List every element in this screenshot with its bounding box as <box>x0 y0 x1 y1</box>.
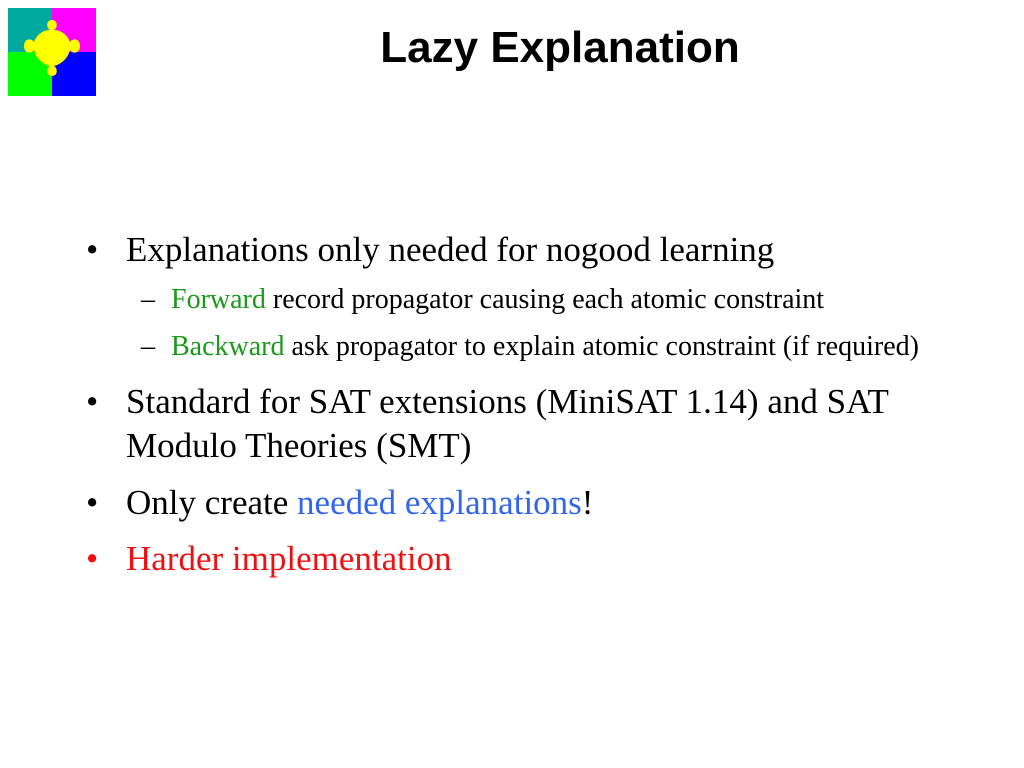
dash-marker: – <box>141 284 155 315</box>
bullet-text-end: ! <box>581 483 594 522</box>
bullet-item <box>0 228 946 272</box>
term-backward: Backward <box>171 331 285 362</box>
bullet-marker: • <box>86 382 99 421</box>
sub-bullet-text: record propagator causing each atomic constraint <box>265 284 825 315</box>
sub-bullet-text: ask propagator to explain atomic constraint (if required) <box>284 331 919 362</box>
slide-title: Lazy Explanation <box>380 23 740 72</box>
bullet-item <box>0 481 946 525</box>
bullet-text: Harder implementation <box>126 539 452 578</box>
puzzle-logo-icon <box>8 8 96 96</box>
term-forward: Forward <box>171 284 266 315</box>
bullet-item-warning <box>0 537 946 581</box>
bullet-item <box>0 380 946 468</box>
bullet-text: Explanations only needed for nogood learning <box>126 230 775 269</box>
slide-content <box>0 228 1024 581</box>
bullet-marker: • <box>86 230 99 269</box>
sub-bullet-item <box>0 278 931 321</box>
bullet-text: Standard for SAT extensions (MiniSAT 1.14) and SAT Modulo Theories (SMT) <box>126 382 889 465</box>
dash-marker: – <box>141 331 155 362</box>
highlight-text: needed explanations <box>297 483 582 522</box>
bullet-marker: • <box>86 539 99 578</box>
sub-bullet-item <box>0 325 931 368</box>
bullet-text: Only create <box>126 483 298 522</box>
bullet-marker: • <box>86 483 99 522</box>
